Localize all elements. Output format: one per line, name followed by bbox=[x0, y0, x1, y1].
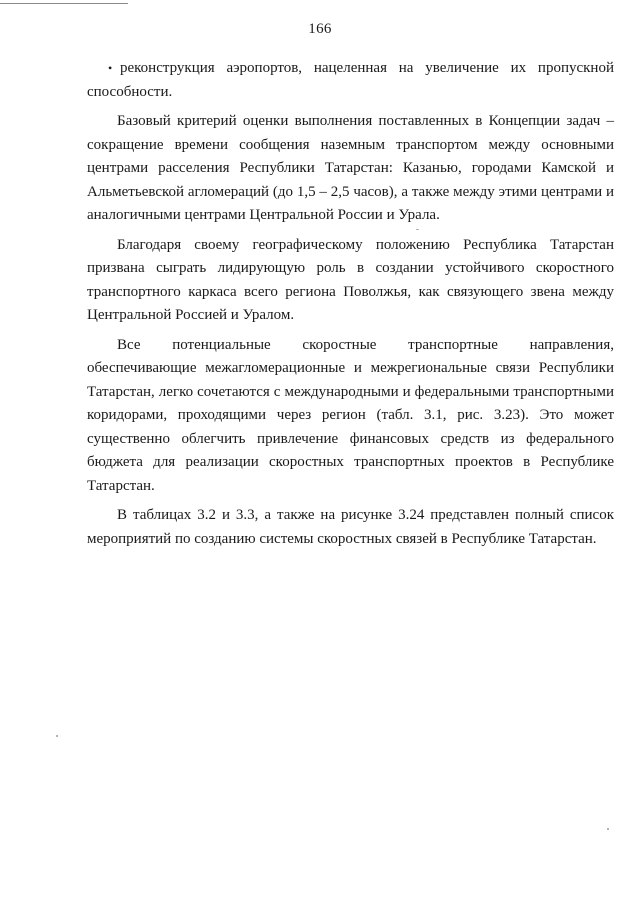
document-body bbox=[87, 57, 614, 557]
paragraph-directions: Все потенциальные скоростные транспортные направления, обеспечивающие межагломерационные и межрегиональные связи Республики Татарстан, легко сочетаются с международными и федеральными транспортными коридорами, проходящими через регион (табл. 3.1, рис. 3.23). Это может существенно облегчить привлечение финансовых средств из федерального бюджета для реализации скоростных транспортных проектов в Республике Татарстан. bbox=[87, 336, 614, 494]
paragraph-tables: В таблицах 3.2 и 3.3, а также на рисунке 3.24 представлен полный список мероприятий по созданию системы скоростных связей в Республике Татарстан. bbox=[87, 507, 614, 547]
scan-speck bbox=[56, 735, 58, 737]
paragraph-criteria: Базовый критерий оценки выполнения поставленных в Концепции задач – сокращение времени сообщения наземным транспортом между основными центрами расселения Республики Татарстан: Казанью, городами Камской и Альметьевской агломераций (до 1,5 – 2,5 часов), а также между этими центрами и аналогичными центрами Центральной России и Урала. bbox=[87, 113, 614, 223]
bullet-text: реконструкция аэропортов, нацеленная на увеличение их пропускной способности. bbox=[87, 60, 614, 100]
scan-speck bbox=[607, 828, 609, 830]
scan-edge-line bbox=[0, 3, 128, 4]
scan-speck bbox=[416, 229, 419, 230]
paragraph-geography: Благодаря своему географическому положению Республика Татарстан призвана сыграть лидирующую роль в создании устойчивого скоростного транспортного каркаса всего региона Поволжья, как связующего звена между Центральной Россией и Уралом. bbox=[87, 236, 614, 323]
bullet-mark: • bbox=[108, 61, 113, 75]
bullet-item bbox=[87, 57, 614, 104]
page-number: 166 bbox=[308, 21, 332, 37]
